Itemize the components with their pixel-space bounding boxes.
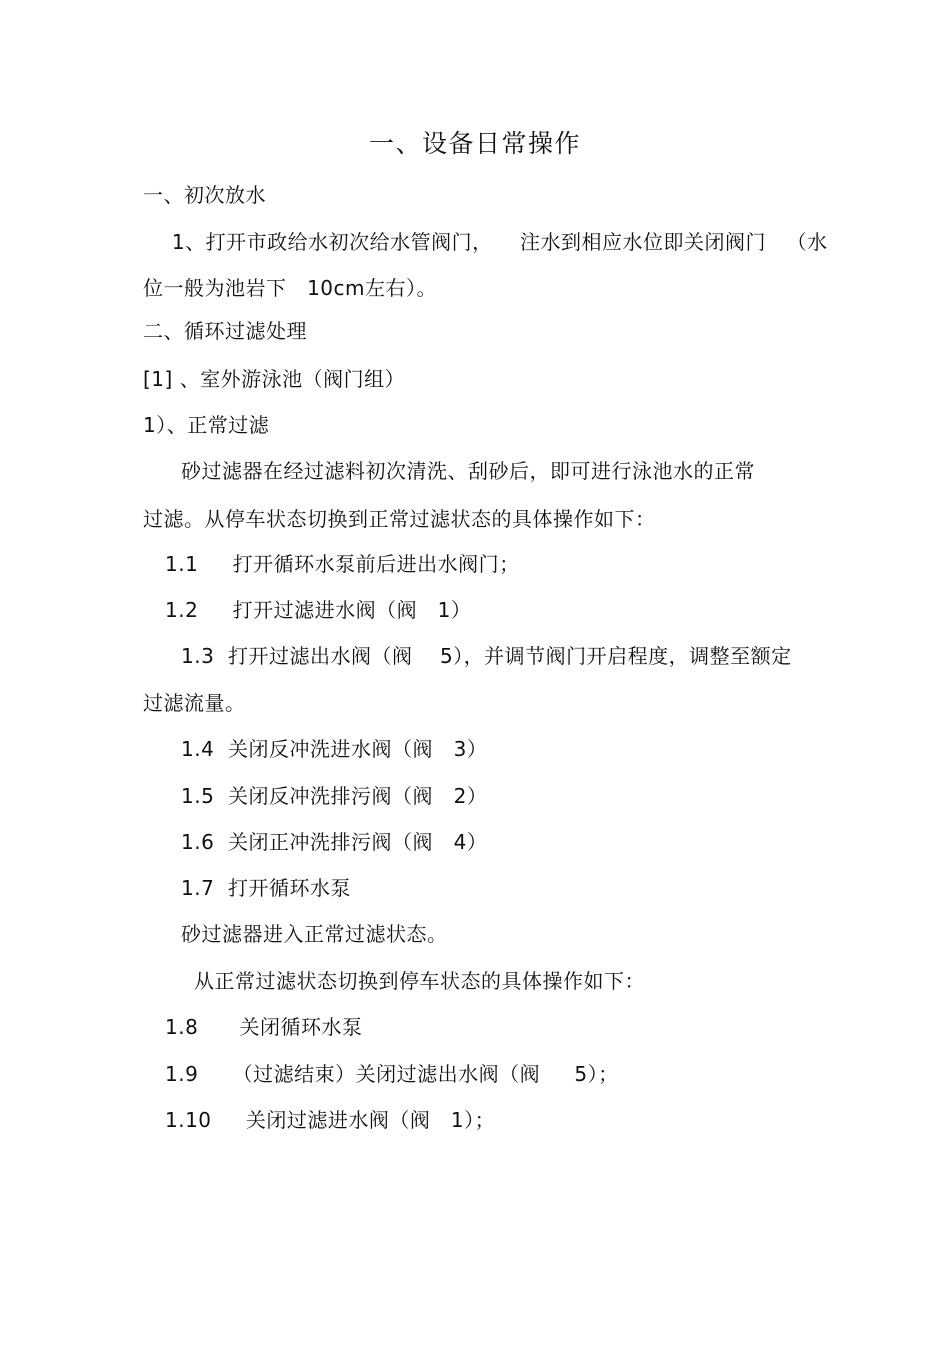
step-item: 1.3 打开过滤出水阀（阀 5），并调节阀门开启程度，调整至额定 — [181, 644, 792, 668]
paragraph-line: 过滤流量。 — [143, 691, 246, 715]
step-item: 1.8 关闭循环水泵 — [165, 1015, 363, 1039]
paragraph-line: 过滤。从停车状态切换到正常过滤状态的具体操作如下： — [143, 507, 656, 531]
step-item: 1.5 关闭反冲洗排污阀（阀 2） — [181, 784, 488, 808]
paragraph-line: 1、打开市政给水初次给水管阀门， 注水到相应水位即关闭阀门 （水 — [165, 230, 828, 254]
paragraph-line: 位一般为池岩下 10cm左右）。 — [143, 276, 437, 300]
subsection-heading-normal-filter: 1）、正常过滤 — [143, 413, 270, 437]
paragraph-line: 砂过滤器进入正常过滤状态。 — [181, 922, 448, 946]
subsection-heading-outdoor-pool: [1] 、室外游泳池（阀门组） — [143, 367, 406, 391]
step-item: 1.1 打开循环水泵前后进出水阀门； — [165, 552, 520, 576]
paragraph-line: 砂过滤器在经过滤料初次清洗、刮砂后，即可进行泳池水的正常 — [181, 459, 755, 483]
document-title: 一、设备日常操作 — [368, 129, 581, 158]
step-item: 1.4 关闭反冲洗进水阀（阀 3） — [181, 737, 488, 761]
step-item: 1.2 打开过滤进水阀（阀 1） — [165, 598, 472, 622]
step-item: 1.10 关闭过滤进水阀（阀 1）； — [165, 1108, 496, 1132]
paragraph-line: 从正常过滤状态切换到停车状态的具体操作如下： — [194, 969, 645, 993]
step-item: 1.6 关闭正冲洗排污阀（阀 4） — [181, 830, 488, 854]
section-heading-initial-fill: 一、初次放水 — [143, 183, 266, 207]
step-item: 1.9 （过滤结束）关闭过滤出水阀（阀 5）； — [165, 1062, 619, 1086]
step-item: 1.7 打开循环水泵 — [181, 876, 352, 900]
section-heading-circulation: 二、循环过滤处理 — [143, 319, 307, 343]
